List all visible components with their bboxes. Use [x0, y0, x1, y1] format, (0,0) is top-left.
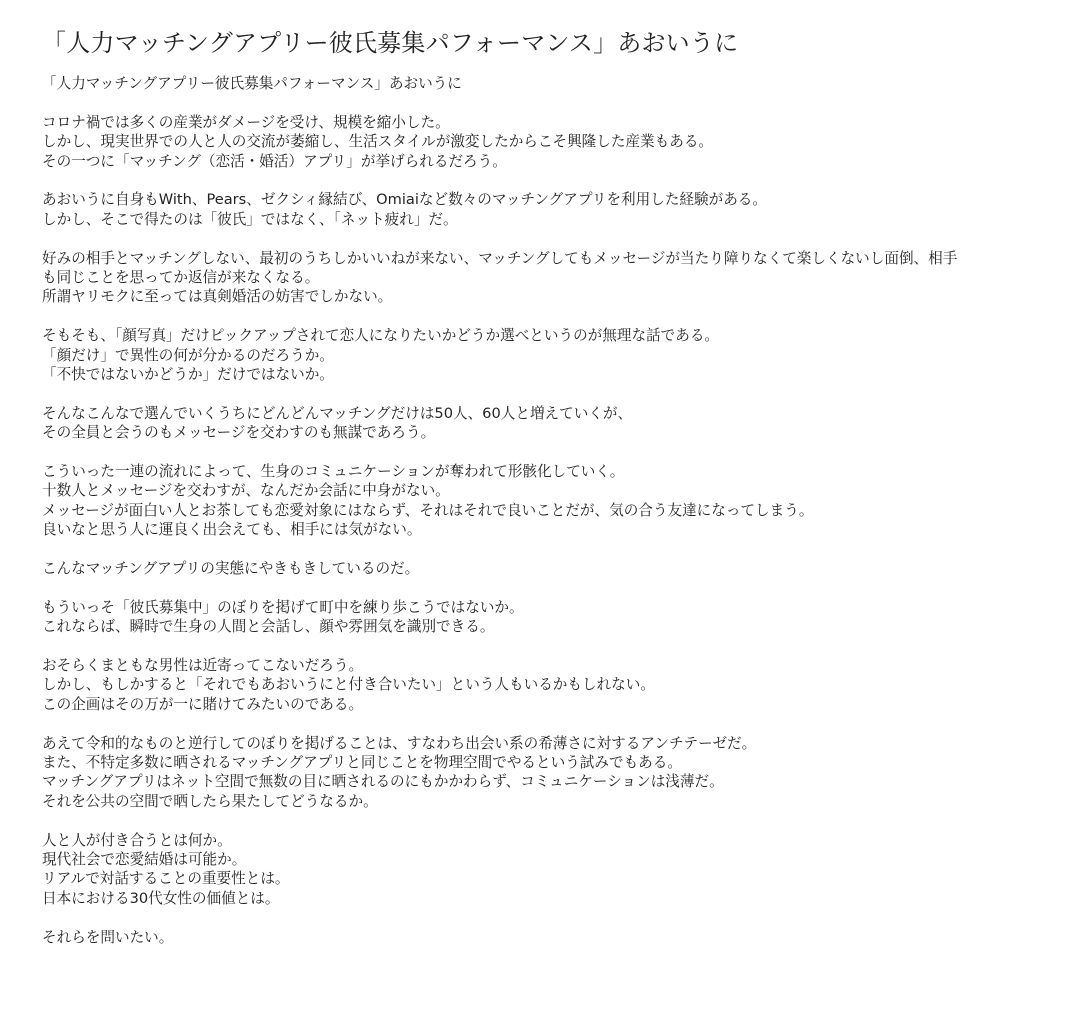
- document-title: 「人力マッチングアプリー彼氏募集パフォーマンス」あおいうに: [42, 29, 739, 57]
- text-line: もういっそ「彼氏募集中」のぼりを掲げて町中を練り歩こうではないか。: [42, 598, 524, 616]
- text-line: リアルで対話することの重要性とは。: [42, 870, 290, 888]
- text-line: 所謂ヤリモクに至っては真剣婚活の妨害でしかない。: [42, 288, 393, 306]
- paragraph: [42, 598, 1052, 637]
- text-line: その一つに「マッチング（恋活・婚活）アプリ」が挙げられるだろう。: [42, 152, 507, 170]
- text-line: それを公共の空間で晒したら果たしてどうなるか。: [42, 792, 378, 810]
- text-line: 日本における30代女性の価値とは。: [42, 889, 280, 907]
- paragraph: [42, 559, 1052, 578]
- text-line: それらを問いたい。: [42, 928, 174, 946]
- text-line: メッセージが面白い人とお茶しても恋愛対象にはならず、それはそれで良いことだが、気の合う友達になってしまう。: [42, 501, 814, 519]
- text-line: 「人力マッチングアプリー彼氏募集パフォーマンス」あおいうに: [42, 75, 462, 92]
- text-line: 「顔だけ」で異性の何が分かるのだろうか。: [42, 346, 334, 364]
- text-line: その全員と会うのもメッセージを交わすのも無謀であろう。: [42, 424, 436, 442]
- text-line: そんなこんなで選んでいくうちにどんどんマッチングだけは50人、60人と増えていくが、: [42, 404, 633, 422]
- text-line: しかし、現実世界での人と人の交流が萎縮し、生活スタイルが激変したからこそ興隆した産業もある。: [42, 133, 714, 151]
- paragraph: [42, 928, 1052, 947]
- text-line: こんなマッチングアプリの実態にやきもきしているのだ。: [42, 560, 420, 578]
- paragraph: [42, 190, 1052, 229]
- document-body: [42, 74, 1052, 947]
- text-line: 人と人が付き合うとは何か。: [42, 831, 232, 849]
- text-line: も同じことを思ってか返信が来なくなる。: [42, 269, 320, 287]
- text-line: コロナ禍では多くの産業がダメージを受け、規模を縮小した。: [42, 113, 450, 131]
- text-line: また、不特定多数に晒されるマッチングアプリと同じことを物理空間でやるという試みでもある。: [42, 754, 682, 772]
- paragraph: [42, 249, 1052, 307]
- text-line: しかし、そこで得たのは「彼氏」ではなく、「ネット疲れ」だ。: [42, 210, 458, 228]
- text-line: あおいうに自身もWith、Pears、ゼクシィ縁結び、Omiaiなど数々のマッチングアプリを利用した経験がある。: [42, 191, 767, 209]
- text-line: 「不快ではないかどうか」だけではないか。: [42, 366, 334, 384]
- paragraph: [42, 326, 1052, 384]
- text-line: あえて令和的なものと逆行してのぼりを掲げることは、すなわち出会い系の希薄さに対するアンチテーゼだ。: [42, 734, 757, 752]
- text-line: そもそも、「顔写真」だけピックアップされて恋人になりたいかどうか選べというのが無理な話である。: [42, 327, 720, 345]
- text-line: 良いなと思う人に運良く出会えても、相手には気がない。: [42, 521, 422, 539]
- text-line: 現代社会で恋愛結婚は可能か。: [42, 851, 247, 869]
- paragraph: [42, 404, 1052, 443]
- text-line: これならば、瞬時で生身の人間と会話し、顔や雰囲気を識別できる。: [42, 618, 495, 636]
- paragraph: [42, 656, 1052, 714]
- paragraph: [42, 462, 1052, 540]
- text-line: こういった一連の流れによって、生身のコミュニケーションが奪われて形骸化していく。: [42, 463, 625, 481]
- text-line: 十数人とメッセージを交わすが、なんだか会話に中身がない。: [42, 482, 450, 500]
- text-line: おそらくまともな男性は近寄ってこないだろう。: [42, 657, 364, 675]
- paragraph: [42, 113, 1052, 171]
- text-line: しかし、もしかすると「それでもあおいうにと付き合いたい」という人もいるかもしれない。: [42, 676, 655, 694]
- text-line: 好みの相手とマッチングしない、最初のうちしかいいねが来ない、マッチングしてもメッセージが当たり障りなくて楽しくないし面倒、相手: [42, 249, 958, 267]
- paragraph: [42, 831, 1052, 909]
- text-line: この企画はその万が一に賭けてみたいのである。: [42, 695, 364, 713]
- text-line: マッチングアプリはネット空間で無数の目に晒されるのにもかかわらず、コミュニケーションは浅薄だ。: [42, 773, 724, 791]
- paragraph: [42, 74, 1052, 93]
- paragraph: [42, 734, 1052, 812]
- document: [42, 26, 1052, 966]
